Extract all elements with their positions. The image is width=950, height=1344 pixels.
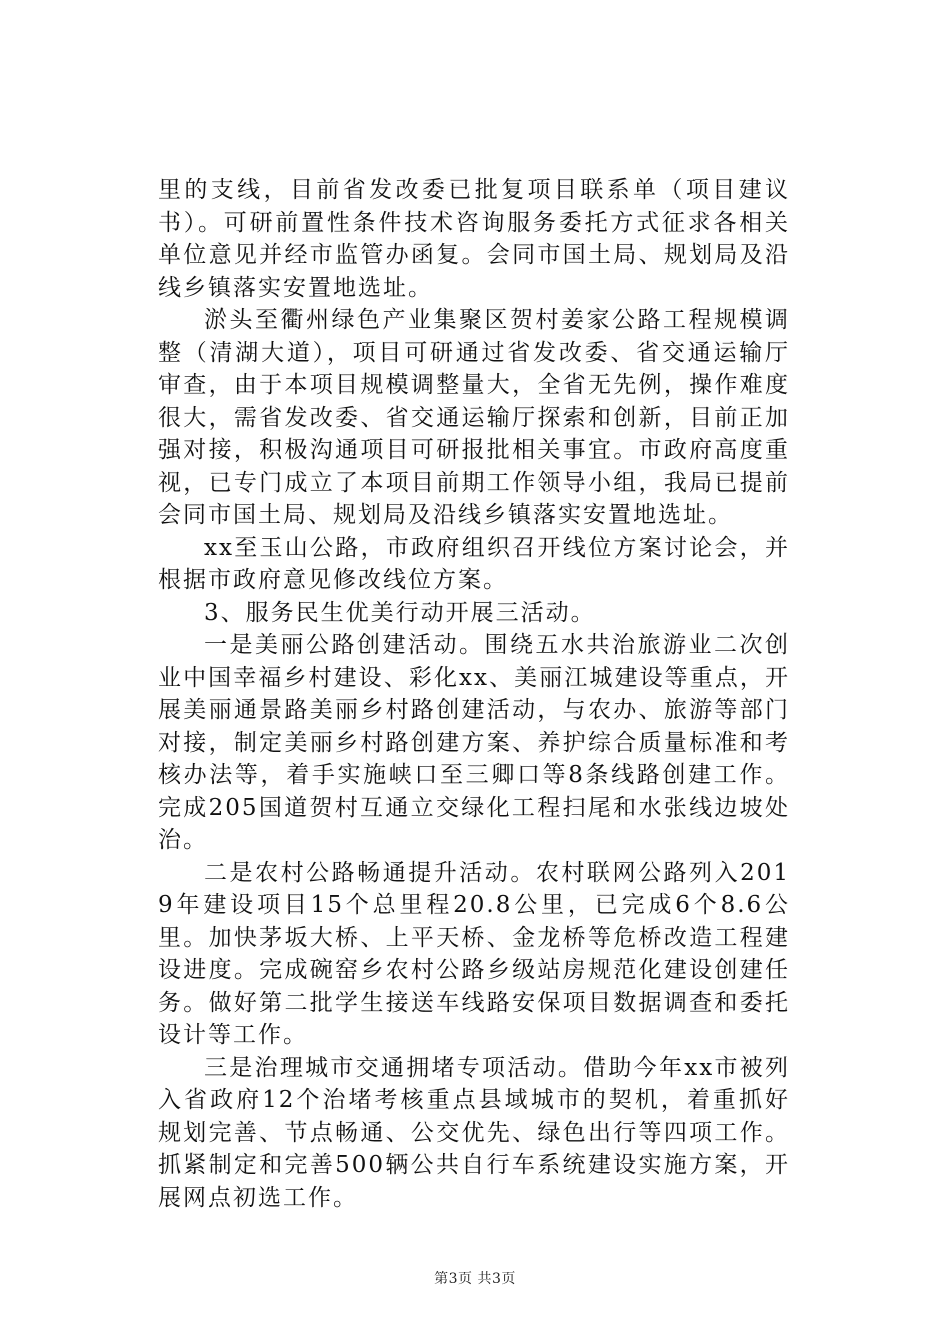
paragraph-yushan-road: xx至玉山公路，市政府组织召开线位方案讨论会，并根据市政府意见修改线位方案。 <box>158 534 790 593</box>
paragraph-qinghu-avenue: 淤头至衢州绿色产业集聚区贺村姜家公路工程规模调整（清湖大道），项目可研通过省发改委、省交通运输厅审查，由于本项目规模调整量大，全省无先例，操作难度很大，需省发改委、省交通运输厅探索和创新，目前正加强对接，积极沟通项目可研报批相关事宜。市政府高度重视，已专门成立了本项目前期工作领导小组，我局已提前会同市国土局、规划局及沿线乡镇落实安置地选址。 <box>158 307 790 528</box>
paragraph-continuation: 里的支线，目前省发改委已批复项目联系单（项目建议书）。可研前置性条件技术咨询服务委托方式征求各相关单位意见并经市监管办函复。会同市国土局、规划局及沿线乡镇落实安置地选址。 <box>158 177 790 301</box>
paragraph-traffic-congestion: 三是治理城市交通拥堵专项活动。借助今年xx市被列入省政府12个治堵考核重点县域城市的契机，着重抓好规划完善、节点畅通、公交优先、绿色出行等四项工作。抓紧制定和完善500辆公共自行车系统建设实施方案，开展网点初选工作。 <box>158 1054 790 1211</box>
document-body <box>158 174 790 1214</box>
section-heading-three-activities: 3、服务民生优美行动开展三活动。 <box>204 599 596 626</box>
page-number-footer: 第3页 共3页 <box>434 1271 516 1287</box>
paragraph-beautiful-road: 一是美丽公路创建活动。围绕五水共治旅游业二次创业中国幸福乡村建设、彩化xx、美丽江城建设等重点，开展美丽通景路美丽乡村路创建活动，与农办、旅游等部门对接，制定美丽乡村路创建方案、养护综合质量标准和考核办法等，着手实施峡口至三卿口等8条线路创建工作。完成205国道贺村互通立交绿化工程扫尾和水张线边坡处治。 <box>158 632 790 853</box>
paragraph-rural-road: 二是农村公路畅通提升活动。农村联网公路列入2019年建设项目15个总里程20.8公里，已完成6个8.6公里。加快茅坂大桥、上平天桥、金龙桥等危桥改造工程建设进度。完成碗窑乡农村公路乡级站房规范化建设创建任务。做好第二批学生接送车线路安保项目数据调查和委托设计等工作。 <box>158 859 790 1048</box>
